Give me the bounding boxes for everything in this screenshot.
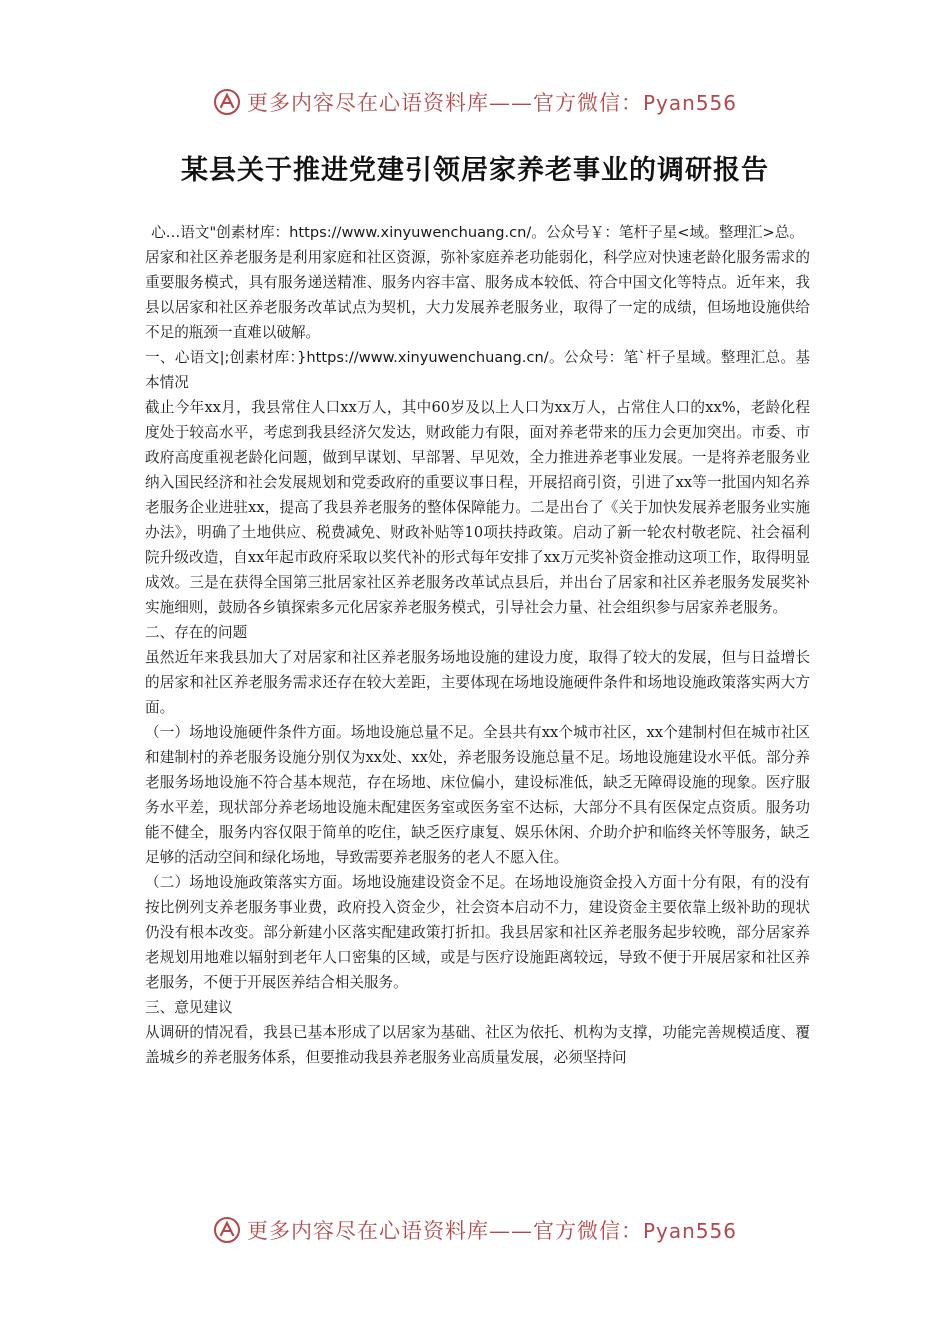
paragraph-policy: （二）场地设施政策落实方面。场地设施建设资金不足。在场地设施资金投入方面十分有限，有的没有按比例列支养老服务事业费，政府投入资金少，社会资本启动不力，建设资金主要依靠上级补助的现状仍没有根本改变。部分新建小区落实配建政策打折扣。我县居家和社区养老服务起步较晚，部分居家养老规划用地难以辐射到老年人口密集的区域，或是与医疗设施距离较远，导致不便于开展居家和社区养老服务，不便于开展医养结合相关服务。 (145, 874, 810, 991)
banner-handle: Pyan556 (642, 1219, 737, 1243)
section-heading-2: 二、存在的问题 (145, 624, 248, 641)
banner-label: 官方微信： (532, 91, 643, 115)
logo-icon (213, 88, 241, 116)
source-notice: 心…语文"创素材库：https://www.xinyuwenchuang.cn/。公众号￥：笔杆子星<域。整理汇>总。 (151, 224, 804, 241)
banner-text (247, 87, 737, 117)
logo-icon (213, 1216, 241, 1244)
banner-main: 更多内容尽在心语资料库 (246, 1219, 489, 1243)
header-banner (0, 82, 950, 122)
section-heading-1: 一、心语文|;创素材库：}https://www.xinyuwenchuang.cn/。公众号：笔`杆子星域。整理汇总。基本情况 (145, 349, 810, 391)
paragraph-hardware: （一）场地设施硬件条件方面。场地设施总量不足。全县共有xx个城市社区，xx个建制村但在城市社区和建制村的养老服务设施分别仅为xx处、xx处，养老服务设施总量不足。场地设施建设水平低。部分养老服务场地设施不符合基本规范，存在场地、床位偏小，建设标准低，缺乏无障碍设施的现象。医疗服务水平差，现状部分养老场地设施未配建医务室或医务室不达标，大部分不具有医保定点资质。服务功能不健全，服务内容仅限于简单的吃住，缺乏医疗康复、娱乐休闲、介助介护和临终关怀等服务，缺乏足够的活动空间和绿化场地，导致需要养老服务的老人不愿入住。 (145, 724, 810, 866)
paragraph-suggestions: 从调研的情况看，我县已基本形成了以居家为基础、社区为依托、机构为支撑，功能完善规模适度、覆盖城乡的养老服务体系，但要推动我县养老服务业高质量发展，必须坚持问 (145, 1024, 810, 1066)
banner-handle: Pyan556 (642, 91, 737, 115)
banner-separator: —— (488, 1219, 533, 1243)
footer-banner (0, 1210, 950, 1250)
document-body (145, 220, 810, 1070)
intro-paragraph: 居家和社区养老服务是利用家庭和社区资源，弥补家庭养老功能弱化，科学应对快速老龄化服务需求的重要服务模式，具有服务递送精准、服务内容丰富、服务成本较低、符合中国文化等特点。近年来，我县以居家和社区养老服务改革试点为契机，大力发展养老服务业，取得了一定的成绩，但场地设施供给不足的瓶颈一直难以破解。 (145, 249, 810, 341)
banner-text (247, 1215, 737, 1245)
banner-label: 官方微信： (532, 1219, 643, 1243)
banner-main: 更多内容尽在心语资料库 (246, 91, 489, 115)
paragraph-basic-situation: 截止今年xx月，我县常住人口xx万人，其中60岁及以上人口为xx万人，占常住人口的xx%，老龄化程度处于较高水平，考虑到我县经济欠发达，财政能力有限，面对养老带来的压力会更加突出。市委、市政府高度重视老龄化问题，做到早谋划、早部署、早见效，全力推进养老事业发展。一是将养老服务业纳入国民经济和社会发展规划和党委政府的重要议事日程，开展招商引资，引进了xx等一批国内知名养老服务企业进驻xx，提高了我县养老服务的整体保障能力。二是出台了《关于加快发展养老服务业实施办法》，明确了土地供应、税费减免、财政补贴等10项扶持政策。启动了新一轮农村敬老院、社会福利院升级改造，自xx年起市政府采取以奖代补的形式每年安排了xx万元奖补资金推动这项工作，取得明显成效。三是在获得全国第三批居家社区养老服务改革试点县后，并出台了居家和社区养老服务发展奖补实施细则，鼓励各乡镇探索多元化居家养老服务模式，引导社会力量、社会组织参与居家养老服务。 (145, 399, 810, 616)
paragraph-problems-intro: 虽然近年来我县加大了对居家和社区养老服务场地设施的建设力度，取得了较大的发展，但与日益增长的居家和社区养老服务需求还存在较大差距，主要体现在场地设施硬件条件和场地设施政策落实两大方面。 (145, 649, 810, 716)
document-title: 某县关于推进党建引领居家养老事业的调研报告 (181, 155, 769, 186)
section-heading-3: 三、意见建议 (145, 999, 233, 1016)
banner-separator: —— (488, 91, 533, 115)
